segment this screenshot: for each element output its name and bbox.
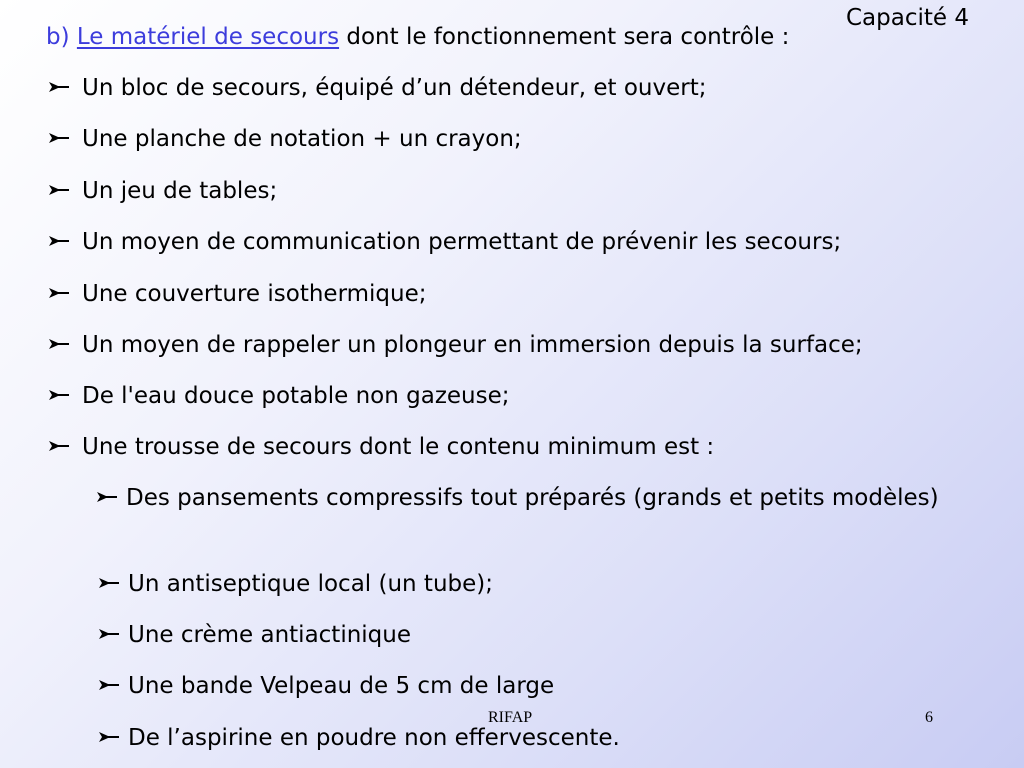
sub-list-item <box>98 569 493 599</box>
sub-list-item <box>98 671 554 701</box>
arrow-bullet-icon <box>98 678 120 692</box>
heading-suffix: dont le fonctionnement sera contrôle : <box>346 24 790 50</box>
list-item <box>48 124 522 154</box>
arrow-bullet-icon <box>48 388 70 402</box>
arrow-bullet-icon <box>48 80 70 94</box>
list-item <box>48 227 841 257</box>
list-item-text: Un jeu de tables; <box>82 178 278 204</box>
sub-list-item-text: De l’aspirine en poudre non effervescente. <box>128 725 620 751</box>
sub-list-item-text: Une bande Velpeau de 5 cm de large <box>128 673 555 699</box>
sub-list-item <box>96 482 1014 515</box>
list-item-text: Un bloc de secours, équipé d’un détendeur, et ouvert; <box>82 75 707 101</box>
list-item-text: Une couverture isothermique; <box>82 281 427 307</box>
list-item-text: Une trousse de secours dont le contenu minimum est : <box>82 434 715 460</box>
list-item <box>48 73 706 103</box>
sub-list-item-text: Un antiseptique local (un tube); <box>128 571 493 597</box>
heading-prefix: b) <box>46 24 70 50</box>
heading-link[interactable]: Le matériel de secours <box>76 24 340 50</box>
list-item <box>48 279 427 309</box>
arrow-bullet-icon <box>48 439 70 453</box>
footer-title: RIFAP <box>488 709 533 726</box>
arrow-bullet-icon <box>48 131 70 145</box>
sub-list-item-text: Une crème antiactinique <box>128 622 412 648</box>
arrow-bullet-icon <box>96 490 118 504</box>
capacite-label: Capacité 4 <box>846 5 969 31</box>
arrow-bullet-icon <box>98 627 120 641</box>
sub-list-item <box>98 620 411 650</box>
list-item <box>48 176 277 206</box>
list-item-text: Un moyen de rappeler un plongeur en immersion depuis la surface; <box>82 332 863 358</box>
list-item <box>48 432 714 462</box>
arrow-bullet-icon <box>48 337 70 351</box>
page-number: 6 <box>925 709 933 726</box>
list-item-text: Une planche de notation + un crayon; <box>82 126 522 152</box>
list-item <box>48 330 863 360</box>
arrow-bullet-icon <box>48 234 70 248</box>
list-item-text: Un moyen de communication permettant de prévenir les secours; <box>82 229 842 255</box>
arrow-bullet-icon <box>98 730 120 744</box>
sub-list-item-text: Des pansements compressifs tout préparés (grands et petits modèles) <box>126 485 939 511</box>
arrow-bullet-icon <box>98 576 120 590</box>
arrow-bullet-icon <box>48 183 70 197</box>
list-item <box>48 381 510 411</box>
arrow-bullet-icon <box>48 286 70 300</box>
list-item-text: De l'eau douce potable non gazeuse; <box>82 383 510 409</box>
sub-list-item <box>98 723 620 753</box>
